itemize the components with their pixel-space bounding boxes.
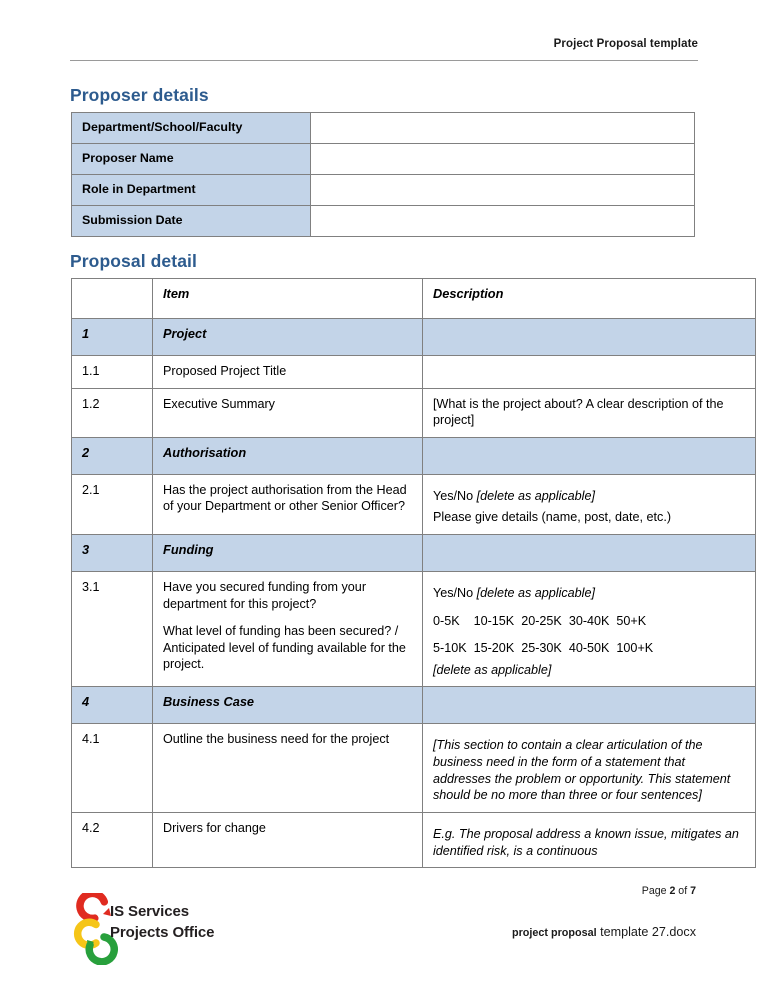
section-title: Funding bbox=[153, 535, 423, 572]
table-row bbox=[72, 572, 756, 687]
proposer-value-department[interactable] bbox=[311, 113, 695, 144]
row-description-3-1[interactable] bbox=[423, 572, 756, 687]
row-item-1-2: Executive Summary bbox=[153, 388, 423, 437]
row-number-4-1: 4.1 bbox=[72, 724, 153, 812]
answer-line-yes-no bbox=[433, 488, 746, 505]
funding-question-2: What level of funding has been secured? / Anticipated level of funding available for the project. bbox=[163, 624, 406, 672]
funding-bands-row-1: 0-5K 10-15K 20-25K 30-40K 50+K bbox=[433, 613, 647, 628]
footer-logo bbox=[70, 893, 370, 969]
row-item-3-1 bbox=[153, 572, 423, 687]
section-title: Authorisation bbox=[153, 437, 423, 474]
column-header-number bbox=[72, 279, 153, 319]
row-number-1-1: 1.1 bbox=[72, 356, 153, 389]
funding-bands-row-2: 5-10K 15-20K 25-30K 40-50K 100+K bbox=[433, 641, 654, 656]
table-row bbox=[72, 388, 756, 437]
column-header-description: Description bbox=[423, 279, 756, 319]
row-description-4-1[interactable]: [This section to contain a clear articulation of the business need in the form of a statement that addresses the problem or opportunity. This statement should be no more than three or four sentences] bbox=[423, 724, 756, 812]
funding-question-1: Have you secured funding from your department for this project? bbox=[163, 580, 367, 611]
section-description bbox=[423, 319, 756, 356]
table-row bbox=[72, 812, 756, 867]
section-title: Project bbox=[153, 319, 423, 356]
section-description bbox=[423, 687, 756, 724]
row-number-1-2: 1.2 bbox=[72, 388, 153, 437]
section-number: 4 bbox=[72, 687, 153, 724]
logo-wordmark bbox=[110, 901, 214, 944]
section-row-funding bbox=[72, 535, 756, 572]
answer-line-yes-no bbox=[433, 585, 746, 602]
yes-no-text: Yes/No bbox=[433, 488, 477, 503]
row-item-1-1: Proposed Project Title bbox=[153, 356, 423, 389]
filename-bold-part: project proposal bbox=[511, 927, 597, 939]
section-heading-proposer-details: Proposer details bbox=[70, 85, 209, 105]
proposer-label-department: Department/School/Faculty bbox=[72, 113, 311, 144]
row-description-1-1[interactable] bbox=[423, 356, 756, 389]
footer-page-number bbox=[642, 885, 696, 897]
logo-line-2: Projects Office bbox=[110, 924, 215, 942]
footer-filename bbox=[512, 925, 696, 939]
proposer-value-role[interactable] bbox=[311, 175, 695, 206]
page-prefix: Page bbox=[641, 885, 670, 897]
page-current: 2 bbox=[669, 885, 676, 897]
row-item-4-1: Outline the business need for the project bbox=[153, 724, 423, 812]
delete-as-applicable-note: [delete as applicable] bbox=[476, 488, 595, 503]
row-description-4-2[interactable]: E.g. The proposal address a known issue, mitigates an identified risk, is a continuous bbox=[423, 812, 756, 867]
proposer-value-name[interactable] bbox=[311, 144, 695, 175]
row-description-2-1[interactable] bbox=[423, 474, 756, 534]
proposer-label-name: Proposer Name bbox=[72, 144, 311, 175]
section-description bbox=[423, 535, 756, 572]
row-item-4-2: Drivers for change bbox=[153, 812, 423, 867]
row-number-2-1: 2.1 bbox=[72, 474, 153, 534]
proposer-value-submission-date[interactable] bbox=[311, 206, 695, 237]
row-number-3-1: 3.1 bbox=[72, 572, 153, 687]
proposer-label-role: Role in Department bbox=[72, 175, 311, 206]
logo-line-1: IS Services bbox=[110, 903, 189, 920]
delete-as-applicable-note: [delete as applicable] bbox=[476, 586, 595, 601]
section-row-authorisation bbox=[72, 437, 756, 474]
row-description-1-2[interactable]: [What is the project about? A clear description of the project] bbox=[423, 388, 756, 437]
section-description bbox=[423, 437, 756, 474]
table-row bbox=[72, 175, 695, 206]
section-heading-proposal-detail: Proposal detail bbox=[70, 251, 197, 271]
proposal-detail-table bbox=[71, 278, 756, 868]
section-title: Business Case bbox=[153, 687, 423, 724]
section-row-business-case bbox=[72, 687, 756, 724]
table-row bbox=[72, 206, 695, 237]
table-row bbox=[72, 113, 695, 144]
document-header-title: Project Proposal template bbox=[553, 38, 698, 50]
section-number: 3 bbox=[72, 535, 153, 572]
section-row-project bbox=[72, 319, 756, 356]
table-header-row bbox=[72, 279, 756, 319]
filename-rest-part: template 27.docx bbox=[596, 925, 696, 939]
section-number: 2 bbox=[72, 437, 153, 474]
row-number-4-2: 4.2 bbox=[72, 812, 153, 867]
proposer-label-submission-date: Submission Date bbox=[72, 206, 311, 237]
yes-no-text: Yes/No bbox=[433, 586, 477, 601]
table-row bbox=[72, 724, 756, 812]
header-divider bbox=[70, 60, 698, 61]
delete-as-applicable-note: [delete as applicable] bbox=[433, 662, 552, 677]
page-middle: of bbox=[675, 885, 691, 897]
page-total: 7 bbox=[690, 885, 696, 897]
row-item-2-1: Has the project authorisation from the Head of your Department or other Senior Officer? bbox=[153, 474, 423, 534]
section-number: 1 bbox=[72, 319, 153, 356]
proposer-details-table bbox=[71, 112, 695, 237]
table-row bbox=[72, 474, 756, 534]
table-row bbox=[72, 356, 756, 389]
answer-line-details: Please give details (name, post, date, etc.) bbox=[433, 510, 672, 525]
table-row bbox=[72, 144, 695, 175]
column-header-item: Item bbox=[153, 279, 423, 319]
